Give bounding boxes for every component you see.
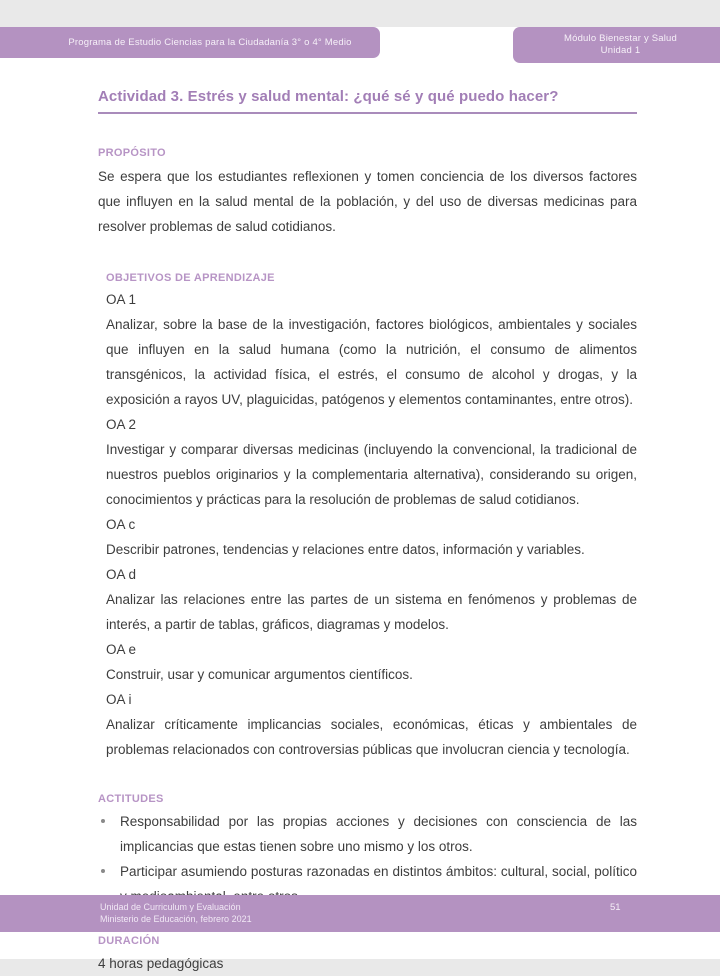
section-actitudes — [98, 793, 637, 909]
oa-item — [106, 687, 637, 762]
actitudes-heading: ACTITUDES — [98, 793, 164, 805]
oa-code: OA i — [106, 692, 132, 707]
oa-text: Investigar y comparar diversas medicinas (incluyendo la convencional, la tradicional de nuestros pueblos originarios y la complementaria alternativa), considerando su origen, conocimientos y prácticas para la resolución de problemas de salud cotidianos. — [106, 442, 637, 507]
module-badge-line2: Unidad 1 — [600, 45, 641, 56]
section-objetivos — [106, 272, 637, 762]
oa-item — [106, 287, 637, 412]
actitud-text: Responsabilidad por las propias acciones y decisiones con consciencia de las implicancias que estas tienen sobre uno mismo y los otros. — [120, 814, 637, 854]
oa-code: OA 1 — [106, 292, 137, 307]
actitud-item — [98, 809, 637, 859]
section-proposito — [98, 147, 637, 239]
module-badge-line1: Módulo Bienestar y Salud — [563, 33, 678, 44]
duracion-heading: DURACIÓN — [98, 935, 160, 947]
activity-title: Actividad 3. Estrés y salud mental: ¿qué sé y qué puedo hacer? — [98, 88, 637, 114]
bullet-icon — [101, 869, 105, 873]
oa-text: Analizar críticamente implicancias sociales, económicas, éticas y ambientales de problemas relacionados con controversias públicas que involucran ciencia y tecnología. — [106, 717, 637, 757]
actitudes-list — [98, 809, 637, 909]
page-footer — [0, 895, 720, 932]
oa-text: Analizar las relaciones entre las partes de un sistema en fenómenos y problemas de interés, a partir de tablas, gráficos, diagramas y modelos. — [106, 592, 637, 632]
oa-text: Describir patrones, tendencias y relaciones entre datos, información y variables. — [106, 542, 585, 557]
objetivos-heading: OBJETIVOS DE APRENDIZAJE — [106, 272, 275, 284]
oa-text: Analizar, sobre la base de la investigación, factores biológicos, ambientales y sociales que influyen en la salud humana (como la nutrición, el consumo de alimentos transgénicos, la actividad física, el estrés, el consumo de alcohol y drogas, y la exposición a rayos UV, plaguicidas, patógenos y elementos contaminantes, entre otros). — [106, 317, 637, 407]
oa-item — [106, 412, 637, 512]
footer-line1: Unidad de Curriculum y Evaluación — [100, 902, 241, 912]
oa-code: OA d — [106, 567, 137, 582]
bullet-icon — [101, 819, 105, 823]
duracion-body: 4 horas pedagógicas — [98, 956, 224, 971]
oa-item — [106, 637, 637, 687]
oa-code: OA e — [106, 642, 137, 657]
page-content — [98, 88, 637, 976]
program-title-badge: Programa de Estudio Ciencias para la Ciudadanía 3° o 4° Medio — [0, 27, 380, 58]
page-number: 51 — [610, 902, 621, 913]
proposito-body: Se espera que los estudiantes reflexionen y tomen conciencia de los diversos factores que influyen en la salud mental de la población, y del uso de diversas medicinas para resolver problemas de salud cotidianos. — [98, 169, 637, 234]
oa-item — [106, 512, 637, 562]
oa-item — [106, 562, 637, 637]
oa-code: OA c — [106, 517, 136, 532]
document-page — [0, 27, 720, 971]
section-duracion — [98, 935, 637, 976]
actitud-text: Participar asumiendo posturas razonadas en distintos ámbitos: cultural, social, político — [120, 864, 637, 879]
module-badge — [513, 27, 720, 63]
page-header — [0, 27, 720, 63]
footer-line2: Ministerio de Educación, febrero 2021 — [100, 913, 252, 924]
oa-text: Construir, usar y comunicar argumentos científicos. — [106, 667, 413, 682]
oa-code: OA 2 — [106, 417, 137, 432]
objetivos-list — [106, 287, 637, 762]
proposito-heading: PROPÓSITO — [98, 147, 166, 159]
